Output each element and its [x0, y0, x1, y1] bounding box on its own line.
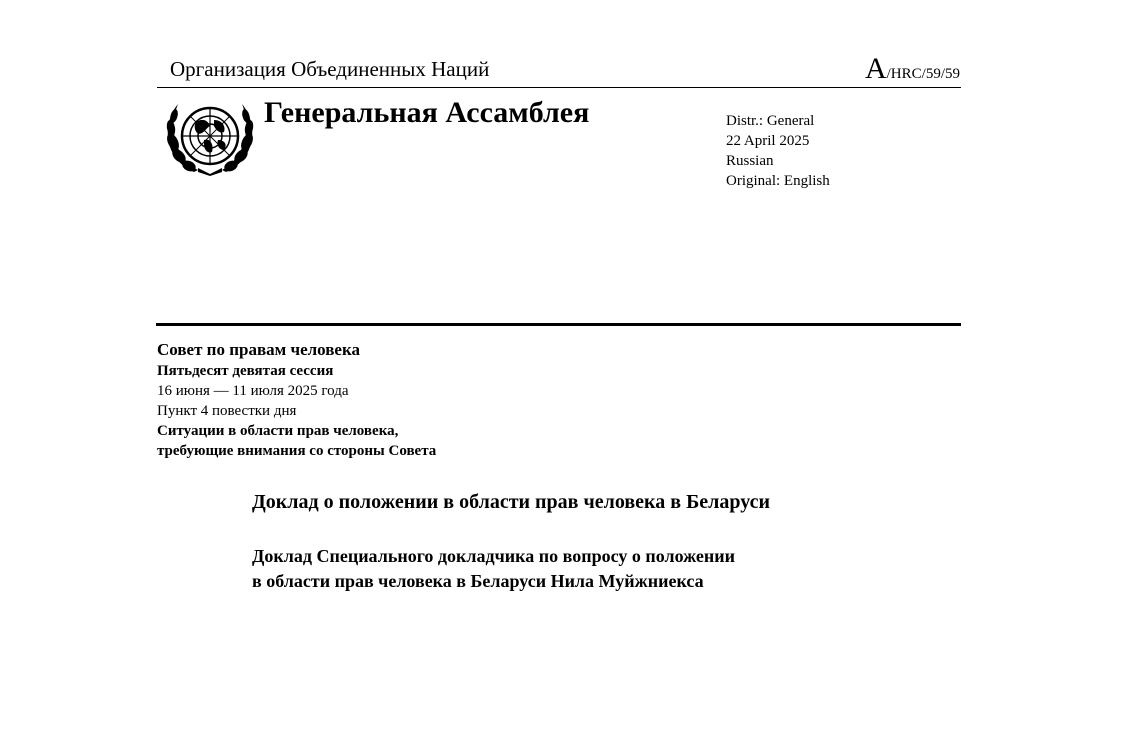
un-emblem-icon	[164, 98, 256, 176]
report-title: Доклад о положении в области прав человека в Беларуси	[252, 491, 771, 513]
council-title: Совет по правам человека	[157, 340, 360, 359]
report-subtitle-line-2: в области прав человека в Беларуси Нила Муйжниекса	[252, 571, 704, 591]
symbol-number: /HRC/59/59	[886, 66, 960, 82]
report-subtitle-line-1: Доклад Специального докладчика по вопросу о положении	[252, 546, 736, 566]
distr-language: Russian	[726, 153, 774, 169]
document-symbol	[865, 52, 960, 86]
section-rule	[156, 323, 961, 326]
org-name: Организация Объединенных Наций	[170, 57, 490, 81]
council-block	[157, 339, 436, 461]
assembly-title: Генеральная Ассамблея	[264, 96, 590, 129]
session-dates: 16 июня — 11 июля 2025 года	[157, 383, 349, 399]
distr-date: 22 April 2025	[726, 133, 810, 149]
distr-original: Original: English	[726, 173, 830, 189]
distr-status: Distr.: General	[726, 113, 815, 129]
report-subtitle	[252, 544, 735, 594]
agenda-item: Пункт 4 повестки дня	[157, 403, 297, 419]
agenda-title-line-1: Ситуации в области прав человека,	[157, 423, 399, 439]
distribution-block	[726, 111, 830, 191]
symbol-prefix: A	[864, 52, 887, 85]
session-name: Пятьдесят девятая сессия	[157, 363, 334, 379]
header-rule	[157, 87, 961, 88]
agenda-title-line-2: требующие внимания со стороны Совета	[157, 443, 437, 459]
